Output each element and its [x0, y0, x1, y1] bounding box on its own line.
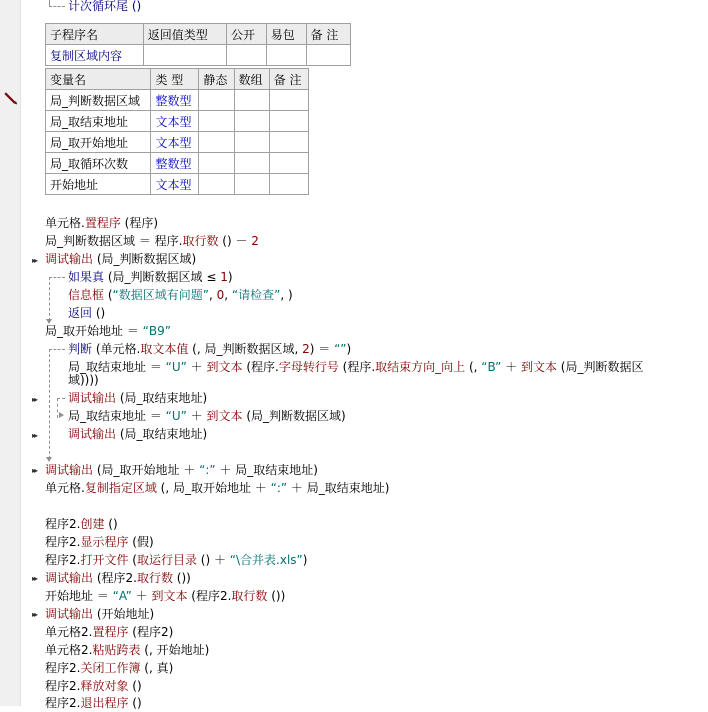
- code-text: 局_取结束地址 ＝: [68, 360, 166, 374]
- code-text: ,: [224, 288, 232, 302]
- code-line[interactable]: [45, 479, 389, 497]
- method-name: 取运行目录: [136, 553, 197, 567]
- code-line[interactable]: [45, 605, 154, 623]
- code-text: 程序2.: [45, 696, 81, 710]
- code-text: ()): [267, 589, 286, 603]
- code-text: (程序2.: [187, 589, 232, 603]
- var-type[interactable]: 整数型: [151, 90, 199, 111]
- code-text: , ): [280, 288, 293, 302]
- var-name[interactable]: 局_取开始地址: [46, 132, 151, 153]
- code-text: ()): [172, 571, 191, 585]
- code-line[interactable]: [68, 425, 207, 443]
- code-line[interactable]: [68, 286, 293, 304]
- code-line[interactable]: [45, 214, 158, 232]
- code-text: (单元格.: [92, 342, 141, 356]
- var-note[interactable]: [269, 132, 308, 153]
- var-array[interactable]: [234, 111, 269, 132]
- string-literal: “B9”: [142, 324, 171, 338]
- method-name: 取行数: [231, 589, 268, 603]
- code-text: ): [346, 342, 352, 356]
- method-name: 到文本: [520, 360, 557, 374]
- editor-gutter: [0, 0, 21, 706]
- variable-row[interactable]: [46, 153, 309, 174]
- sub-header-note: 备 注: [306, 24, 350, 45]
- code-text: (程序.: [242, 360, 279, 374]
- sub-return-cell[interactable]: [143, 45, 226, 66]
- method-name: 显示程序: [80, 535, 129, 549]
- var-note[interactable]: [269, 174, 308, 195]
- code-text: (程序): [120, 216, 159, 230]
- if-true-keyword: 如果真: [68, 270, 105, 284]
- var-header-note: 备 注: [269, 69, 308, 90]
- code-line[interactable]: [68, 407, 346, 425]
- code-text: (局_取结束地址): [116, 427, 208, 441]
- method-name: 关闭工作簿: [80, 661, 141, 675]
- variable-row[interactable]: [46, 90, 309, 111]
- code-line[interactable]: [45, 659, 173, 677]
- var-static[interactable]: [199, 174, 234, 195]
- variable-row[interactable]: [46, 111, 309, 132]
- string-literal: “”: [334, 342, 347, 356]
- debug-output-keyword: 调试输出: [45, 463, 94, 477]
- code-line[interactable]: [45, 587, 285, 605]
- code-text: (: [128, 553, 137, 567]
- code-text: ,: [208, 288, 217, 302]
- code-text: 局_取开始地址 ＝: [45, 324, 143, 338]
- var-note[interactable]: [269, 90, 308, 111]
- sub-header-return: 返回值类型: [143, 24, 226, 45]
- breakpoint-marker-icon[interactable]: ▸▸: [32, 574, 37, 583]
- code-text: (局_判断数据区: [556, 360, 644, 374]
- var-header-name: 变量名: [46, 69, 151, 90]
- string-literal: “U”: [165, 360, 187, 374]
- sub-easypack-cell[interactable]: [266, 45, 306, 66]
- code-text: (开始地址): [93, 607, 155, 621]
- method-name: 退出程序: [80, 696, 129, 710]
- code-line[interactable]: [45, 551, 307, 569]
- method-name: 置程序: [84, 216, 121, 230]
- code-text: (局_取开始地址 ＋: [93, 463, 200, 477]
- debug-output-keyword: 调试输出: [68, 427, 117, 441]
- code-line[interactable]: [45, 569, 191, 587]
- code-text: 局_判断数据区域 ＝ 程序.: [45, 234, 183, 248]
- code-text: (程序.: [338, 360, 376, 374]
- var-header-static: 静态: [199, 69, 234, 90]
- var-header-type: 类 型: [151, 69, 199, 90]
- var-type[interactable]: 文本型: [151, 132, 199, 153]
- code-text: (,: [465, 360, 482, 374]
- number-literal: 0: [216, 288, 225, 302]
- loop-end-keyword: 计次循环尾 (): [68, 0, 142, 13]
- code-text: (: [104, 288, 113, 302]
- code-text: ) ＝: [309, 342, 335, 356]
- code-line[interactable]: [68, 268, 233, 286]
- breakpoint-marker-icon[interactable]: ▸▸: [32, 256, 37, 265]
- code-text: (): [104, 517, 118, 531]
- code-text: (程序2.: [93, 571, 137, 585]
- var-static[interactable]: [199, 153, 234, 174]
- sub-name-cell[interactable]: 复制区域内容: [46, 45, 144, 66]
- breakpoint-marker-icon[interactable]: ▸▸: [32, 431, 37, 440]
- sub-note-cell[interactable]: [306, 45, 350, 66]
- code-text: ): [227, 270, 233, 284]
- code-line[interactable]: [68, 389, 207, 407]
- pencil-icon: [4, 91, 18, 105]
- code-line[interactable]: [68, 340, 351, 358]
- code-text: (): [128, 696, 142, 710]
- method-name: 复制指定区域: [84, 481, 157, 495]
- code-line[interactable]: [45, 641, 209, 659]
- code-line[interactable]: [45, 623, 173, 641]
- var-name[interactable]: 开始地址: [46, 174, 151, 195]
- method-name: 到文本: [206, 360, 243, 374]
- method-name: 粘贴跨表: [92, 643, 141, 657]
- code-line[interactable]: [45, 533, 154, 551]
- breakpoint-marker-icon[interactable]: ▸▸: [32, 395, 37, 404]
- sub-header-name: 子程序名: [46, 24, 144, 45]
- code-text: ＋: [131, 589, 152, 603]
- method-name: 创建: [80, 517, 105, 531]
- var-array[interactable]: [234, 153, 269, 174]
- code-text: 程序2.: [45, 661, 81, 675]
- var-static[interactable]: [199, 90, 234, 111]
- code-line-loop-end[interactable]: [68, 0, 141, 15]
- var-note[interactable]: [269, 153, 308, 174]
- code-text: (局_判断数据区域 ≤: [104, 270, 221, 284]
- code-text: (局_取结束地址): [116, 391, 208, 405]
- method-name: 置程序: [92, 625, 129, 639]
- number-literal: 2: [302, 342, 310, 356]
- code-text: (, 局_判断数据区域,: [188, 342, 303, 356]
- code-line[interactable]: [45, 250, 196, 268]
- code-text: 程序2.: [45, 553, 81, 567]
- method-name: 取结束方向_向上: [375, 360, 466, 374]
- variable-row[interactable]: [46, 132, 309, 153]
- string-literal: “请检查”: [231, 288, 281, 302]
- msgbox-keyword: 信息框: [68, 288, 105, 302]
- var-static[interactable]: [199, 132, 234, 153]
- code-text: 程序2.: [45, 679, 81, 693]
- string-literal: “A”: [112, 589, 132, 603]
- code-text: 开始地址 ＝: [45, 589, 113, 603]
- string-literal: “U”: [165, 409, 187, 423]
- code-text: ＋: [501, 360, 521, 374]
- code-text: (局_判断数据区域): [93, 252, 197, 266]
- debug-output-keyword: 调试输出: [45, 252, 94, 266]
- code-line[interactable]: [45, 461, 318, 479]
- method-name: 取行数: [182, 234, 219, 248]
- var-header-array: 数组: [234, 69, 269, 90]
- code-text: 单元格2.: [45, 625, 93, 639]
- subroutine-table: [45, 23, 351, 66]
- code-line[interactable]: [45, 677, 142, 695]
- code-text: ＋: [186, 360, 207, 374]
- var-name[interactable]: 局_取结束地址: [46, 111, 151, 132]
- var-array[interactable]: [234, 90, 269, 111]
- code-line[interactable]: [45, 322, 171, 340]
- method-name: 字母转行号: [278, 360, 339, 374]
- return-keyword: 返回: [68, 306, 93, 320]
- code-text: 程序2.: [45, 517, 81, 531]
- var-type[interactable]: 文本型: [151, 174, 199, 195]
- variable-table: [45, 68, 309, 195]
- method-name: 到文本: [206, 409, 243, 423]
- var-name[interactable]: 局_判断数据区域: [46, 90, 151, 111]
- code-text: (, 真): [140, 661, 174, 675]
- sub-header-public: 公开: [226, 24, 266, 45]
- code-text: 局_取结束地址 ＝: [68, 409, 166, 423]
- code-text: (): [128, 679, 142, 693]
- code-text: 程序2.: [45, 535, 81, 549]
- method-name: 释放对象: [80, 679, 129, 693]
- method-name: 打开文件: [80, 553, 129, 567]
- debug-output-keyword: 调试输出: [68, 391, 117, 405]
- code-text: (, 开始地址): [140, 643, 210, 657]
- code-text: () ＋: [196, 553, 230, 567]
- string-literal: “:”: [270, 481, 288, 495]
- string-literal: “数据区域有问题”: [112, 288, 209, 302]
- var-array[interactable]: [234, 174, 269, 195]
- string-literal: “\合并表.xls”: [229, 553, 303, 567]
- var-type[interactable]: 文本型: [151, 111, 199, 132]
- code-line[interactable]: [45, 232, 259, 250]
- number-literal: 2: [251, 234, 259, 248]
- sub-header-easypack: 易包: [266, 24, 306, 45]
- code-text: ): [302, 553, 308, 567]
- code-text: 单元格2.: [45, 643, 93, 657]
- var-note[interactable]: [269, 111, 308, 132]
- code-text: ＋: [186, 409, 207, 423]
- var-static[interactable]: [199, 111, 234, 132]
- code-text: () －: [218, 234, 252, 248]
- code-line[interactable]: [45, 515, 118, 533]
- code-line[interactable]: [45, 694, 142, 712]
- code-text: 单元格.: [45, 216, 85, 230]
- method-name: 取文本值: [140, 342, 189, 356]
- code-text: 单元格.: [45, 481, 85, 495]
- var-array[interactable]: [234, 132, 269, 153]
- debug-output-keyword: 调试输出: [45, 607, 94, 621]
- var-type[interactable]: 整数型: [151, 153, 199, 174]
- code-text: (假): [128, 535, 154, 549]
- method-name: 到文本: [151, 589, 188, 603]
- code-text: (局_判断数据区域): [242, 409, 346, 423]
- debug-output-keyword: 调试输出: [45, 571, 94, 585]
- code-text: (, 局_取开始地址 ＋: [156, 481, 271, 495]
- code-line[interactable]: [68, 358, 643, 376]
- code-text: (): [92, 306, 106, 320]
- breakpoint-marker-icon[interactable]: ▸▸: [32, 610, 37, 619]
- code-line[interactable]: [68, 371, 99, 389]
- code-text: ＋ 局_取结束地址): [287, 481, 390, 495]
- sub-public-cell[interactable]: [226, 45, 266, 66]
- code-line[interactable]: [68, 304, 105, 322]
- method-name: 取行数: [136, 571, 173, 585]
- code-text: (程序2): [128, 625, 174, 639]
- string-literal: “B”: [481, 360, 502, 374]
- string-literal: “:”: [199, 463, 216, 477]
- breakpoint-marker-icon[interactable]: ▸▸: [32, 466, 37, 475]
- var-name[interactable]: 局_取循环次数: [46, 153, 151, 174]
- code-text: 域)))): [68, 373, 99, 387]
- code-text: ＋ 局_取结束地址): [215, 463, 318, 477]
- judge-keyword: 判断: [68, 342, 93, 356]
- number-literal: 1: [220, 270, 228, 284]
- variable-row[interactable]: [46, 174, 309, 195]
